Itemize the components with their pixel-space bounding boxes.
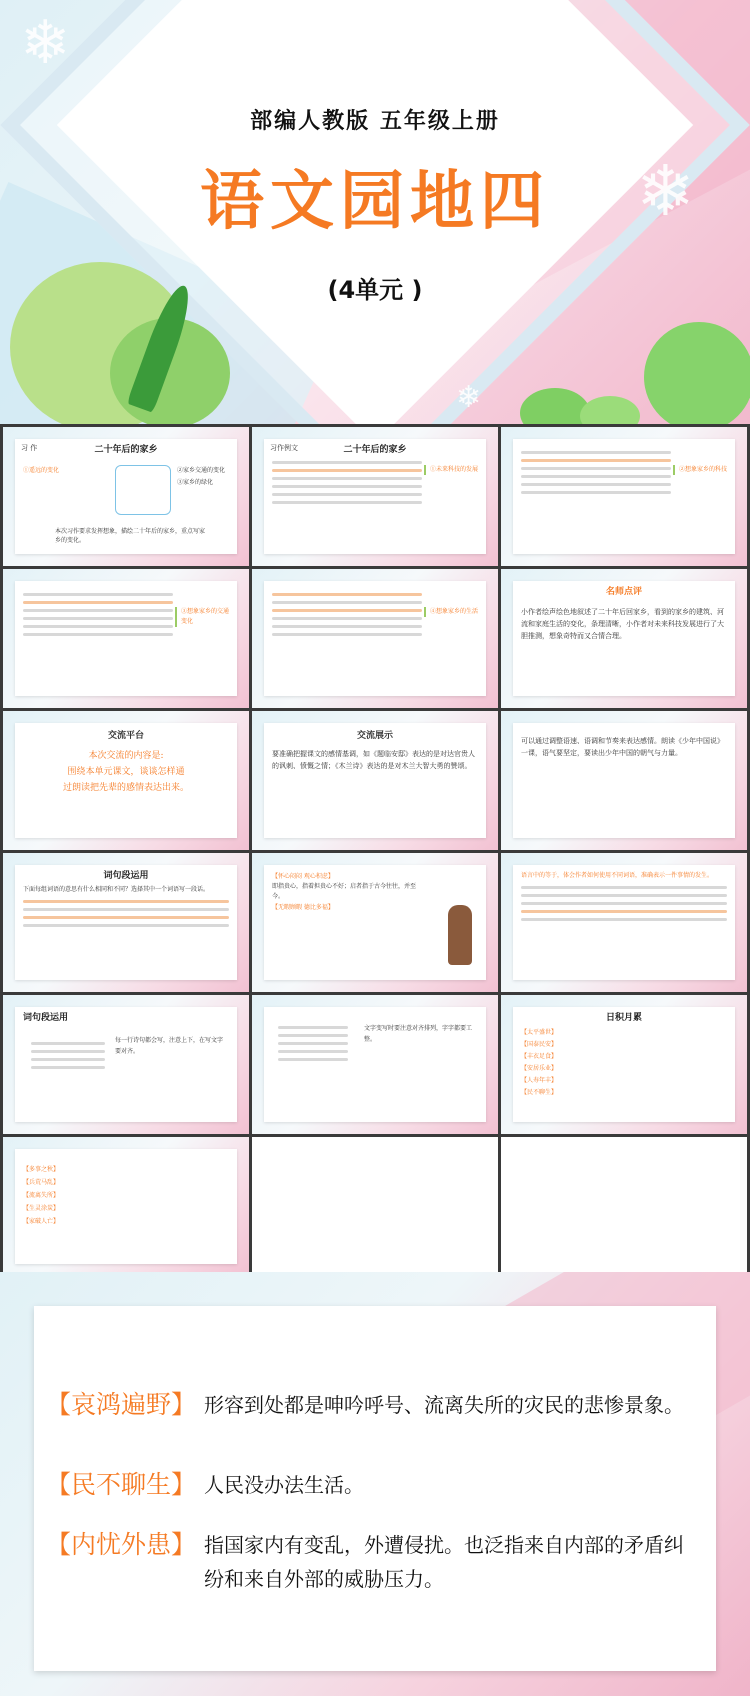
slide-thumbnail[interactable]	[501, 995, 747, 1134]
mindmap-note: ③家乡的绿化	[177, 479, 214, 486]
snowflake-icon: ❄	[636, 150, 695, 232]
mindmap-note: ②家乡交通的变化	[177, 467, 226, 474]
slide-thumbnail[interactable]	[3, 995, 249, 1134]
slide-card	[15, 1149, 237, 1264]
slide-side-note: ②想象家乡的科技	[673, 465, 729, 475]
slide-body: 即指贵心，指着担贵心不好；启者指于古今往往，并至今。	[272, 883, 417, 900]
cover-slide[interactable]	[0, 0, 750, 424]
idiom-term: 【民不聊生】	[46, 1470, 197, 1499]
slide-thumbnail[interactable]	[252, 569, 498, 708]
slide-body: 过朗读把先辈的感情表达出来。	[62, 783, 189, 793]
slide-card	[513, 439, 735, 554]
cover-unit-label: (4单元 )	[327, 276, 423, 304]
idiom-item: 【流离失所】	[23, 1192, 60, 1199]
idiom-item: 【人寿年丰】	[521, 1077, 558, 1084]
slide-body: 小作者绘声绘色地叙述了二十年后回家乡，看到的家乡的建筑、河流和家庭生活的变化，条理清晰，小作者对未来科技发展进行了大胆推测，想象奇特而又合情合理。	[521, 608, 724, 640]
slide-thumbnail[interactable]	[501, 711, 747, 850]
idiom-item: 【生灵涂炭】	[23, 1205, 60, 1212]
mindmap-note: ①遥远的变化	[23, 467, 60, 474]
idiom-item: 【太平盛世】	[521, 1029, 558, 1036]
slide-title: 交流平台	[107, 731, 144, 741]
cover-title: 语文园地四	[200, 164, 550, 239]
slide-card	[513, 1007, 735, 1122]
slide-thumbnail[interactable]	[252, 995, 498, 1134]
idiom-item: 【丰衣足食】	[521, 1053, 558, 1060]
slide-thumbnail[interactable]	[3, 427, 249, 566]
slide-title: 二十年后的家乡	[94, 445, 158, 455]
slide-card	[15, 723, 237, 838]
idiom-detail-slide[interactable]	[0, 1272, 750, 1696]
idiom-entry	[46, 1468, 702, 1502]
slide-body: 可以通过调整语速、语调和节奏来表达感情。朗读《少年中国说》一课，语气要坚定，要读出少年中国的朝气与力量。	[521, 737, 724, 757]
idiom-item: 【安居乐业】	[521, 1065, 558, 1072]
slide-body: 每一行诗句都会写，注意上下，在写文字要对齐。	[115, 1037, 224, 1055]
slide-body: 本次习作要求发挥想象，描绘二十年后的家乡，重点写家乡的变化。	[55, 528, 206, 544]
slide-title: 交流展示	[356, 731, 393, 741]
slide-thumbnail[interactable]	[3, 1137, 249, 1276]
slide-thumbnail[interactable]	[3, 853, 249, 992]
slide-body: 文字变写时要注意对齐排列，字字都要工整。	[364, 1025, 473, 1043]
snowflake-icon: ❄	[456, 380, 482, 415]
idiom-term: 【哀鸿遍野】	[46, 1390, 197, 1419]
slide-title: 名师点评	[605, 587, 642, 597]
empty-thumbnail	[501, 1137, 747, 1276]
slide-label: 【怀心闷闷 观心积虑】	[272, 873, 334, 880]
slide-card	[264, 865, 486, 980]
slide-body: 语言中的等于，体会作者如何使用不同词语，准确表示一件事情的发生。	[521, 872, 714, 879]
slide-card	[513, 865, 735, 980]
slide-title: 日积月累	[605, 1013, 642, 1023]
slide-side-note: ③想象家乡的交通变化	[175, 607, 231, 627]
cover-subtitle: 部编人教版 五年级上册	[250, 108, 500, 134]
tree-illustration	[644, 322, 750, 424]
mindmap-diagram	[115, 465, 171, 515]
slide-card	[264, 439, 486, 554]
slide-thumbnail[interactable]	[501, 853, 747, 992]
slide-body: 本次交流的内容是:	[88, 751, 164, 761]
slide-card	[15, 1007, 237, 1122]
slide-card	[513, 581, 735, 696]
slide-thumbnail[interactable]	[501, 427, 747, 566]
slide-body: 要准确把握课文的感情基调，如《题临安邸》表达的是对达官贵人的讽刺、愤慨之情；《木兰诗》表达的是对木兰大智大勇的赞颂。	[272, 750, 475, 770]
idiom-term: 【内忧外患】	[46, 1530, 197, 1559]
slide-side-note: ④想象家乡的生活	[424, 607, 480, 617]
teacher-illustration	[448, 905, 472, 965]
slide-tag: 习作例文	[270, 444, 298, 452]
slide-thumbnail[interactable]	[252, 853, 498, 992]
idiom-entry	[46, 1388, 702, 1422]
idiom-entry	[46, 1528, 702, 1596]
slide-thumbnail[interactable]	[501, 569, 747, 708]
slide-tag: 习 作	[21, 444, 38, 452]
idiom-definition: 形容到处都是呻吟呼号、流离失所的灾民的悲惨景象。	[204, 1393, 685, 1417]
slide-label: 【无暇顾暇 德比多福】	[272, 904, 334, 911]
slide-thumbnail[interactable]	[252, 427, 498, 566]
idiom-item: 【民不聊生】	[521, 1089, 558, 1096]
slide-card	[15, 581, 237, 696]
idiom-item: 【兵荒马乱】	[23, 1179, 60, 1186]
idiom-definition: 人民没办法生活。	[204, 1473, 365, 1497]
empty-thumbnail	[252, 1137, 498, 1276]
idiom-item: 【家破人亡】	[23, 1218, 60, 1225]
idiom-definition: 指国家内有变乱，外遭侵扰。也泛指来自内部的矛盾纠纷和来自外部的威胁压力。	[204, 1533, 685, 1591]
slide-card	[264, 581, 486, 696]
slide-body: 围绕本单元课文，谈谈怎样通	[67, 767, 185, 777]
slide-side-note: ①未来科技的发展	[424, 465, 480, 475]
slide-thumbnail[interactable]	[3, 569, 249, 708]
bush-illustration	[580, 396, 640, 424]
slide-thumbnail-grid	[0, 424, 750, 1272]
slide-body: 下面每组词语的意思有什么相同和不同？选择其中一个词语写一段话。	[23, 886, 210, 893]
slide-title: 词句段运用	[23, 1013, 69, 1023]
snowflake-icon: ❄	[20, 8, 71, 78]
idiom-item: 【国泰民安】	[521, 1041, 558, 1048]
slide-card	[15, 439, 237, 554]
slide-card	[264, 1007, 486, 1122]
idiom-item: 【多事之秋】	[23, 1166, 60, 1173]
slide-card	[513, 723, 735, 838]
slide-card	[264, 723, 486, 838]
slide-title: 二十年后的家乡	[343, 445, 407, 455]
slide-card	[15, 865, 237, 980]
slide-title: 词句段运用	[103, 871, 149, 881]
slide-thumbnail[interactable]	[3, 711, 249, 850]
slide-thumbnail[interactable]	[252, 711, 498, 850]
idiom-panel	[34, 1306, 716, 1671]
